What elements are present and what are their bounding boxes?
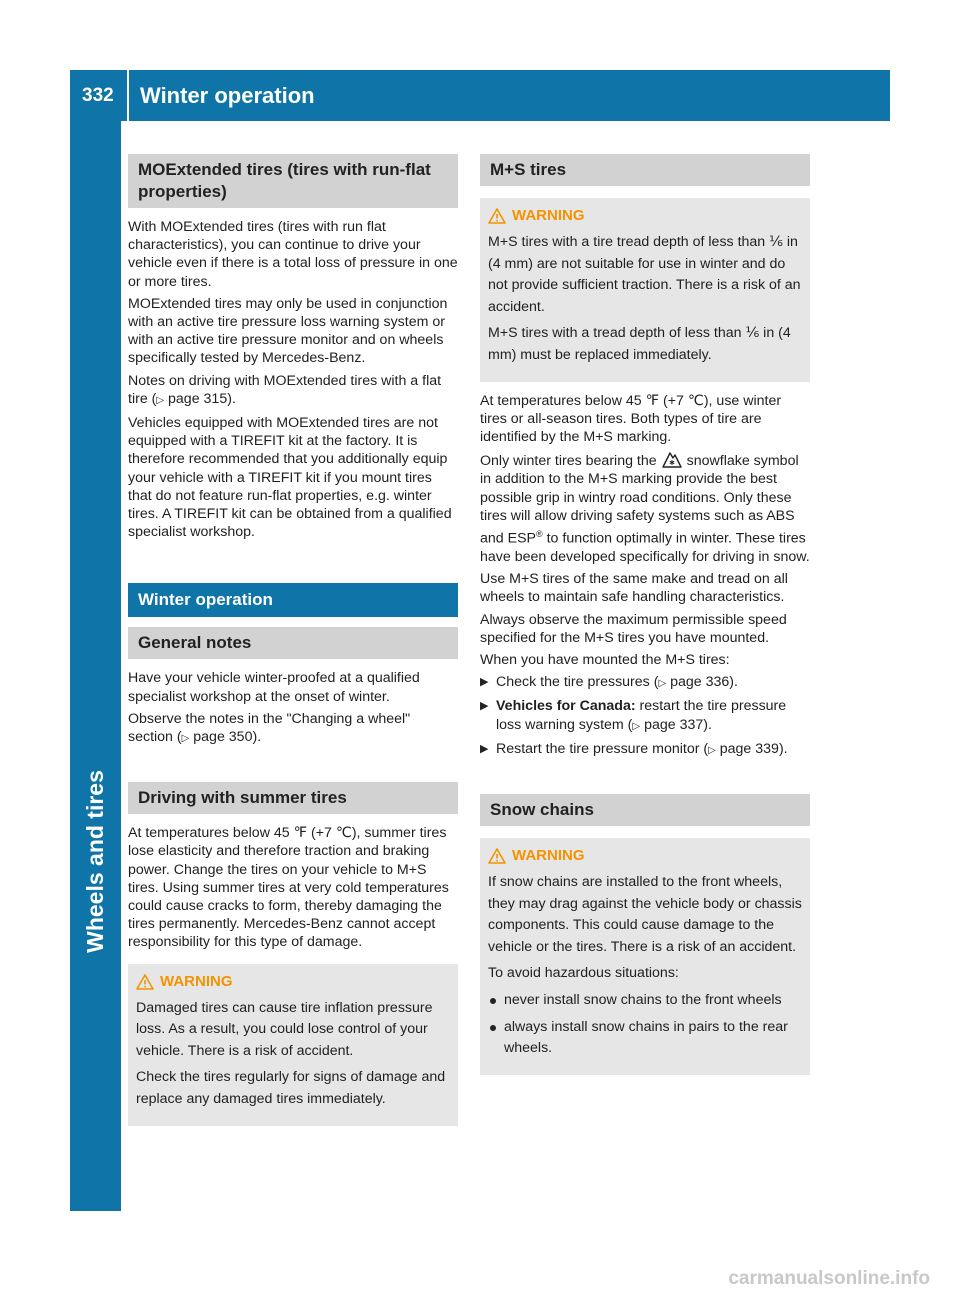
- warning-box-snow-chains: [480, 838, 810, 1075]
- ms-tires-para-1: At temperatures below 45 ℉ (+7 ℃), use winter tires or all-season tires. Both types of tire are identified by the M+S marking.: [480, 392, 782, 445]
- section-heading-general-notes: General notes: [128, 627, 458, 659]
- section-heading-summer-tires: Driving with summer tires: [128, 782, 458, 814]
- warning-title: WARNING: [136, 972, 450, 992]
- general-notes-para-1: Have your vehicle winter-proofed at a qualified specialist workshop at the onset of winter.: [128, 670, 420, 705]
- section-heading-winter-operation: Winter operation: [128, 583, 458, 617]
- chapter-side-tab: [70, 121, 121, 1211]
- page-number: 332: [82, 85, 114, 106]
- reference-arrow-icon: ▷: [632, 720, 641, 732]
- moextended-para-2: MOExtended tires may only be used in conjunction with an active tire pressure loss warning system or with an active tire pressure monitor and on wheels specifically tested by Mercedes-Benz.: [128, 295, 448, 367]
- reference-arrow-icon: ▷: [658, 678, 667, 690]
- warning-para-2: To avoid hazardous situations:: [488, 965, 679, 982]
- step-arrow-icon: ▶: [480, 676, 489, 689]
- section-heading-ms-tires: M+S tires: [480, 154, 810, 186]
- right-column: [480, 154, 810, 1075]
- list-item: never install snow chains to the front wheels: [488, 990, 802, 1012]
- left-column: [128, 154, 458, 1126]
- warning-title: WARNING: [488, 846, 802, 866]
- warning-triangle-icon: [488, 848, 506, 864]
- warning-triangle-icon: [488, 208, 506, 224]
- ms-tires-para-2: Only winter tires bearing the snowflake symbol in addition to the M+S marking provide the best possible grip in wintry road conditions. Only these tires will allow driving safety systems such as ABS and ESP® to function optimally in winter. These tires have been developed specifically for driving in snow.: [480, 450, 810, 566]
- page-reference-link[interactable]: page 337: [644, 716, 704, 733]
- page-reference-link[interactable]: page 336: [670, 674, 730, 691]
- warning-title: WARNING: [488, 206, 802, 226]
- step-arrow-icon: ▶: [480, 700, 489, 713]
- step-item: ▶ Vehicles for Canada: restart the tire pressure loss warning system (▷ page 337).: [480, 697, 810, 735]
- moextended-para-3: Notes on driving with MOExtended tires with a flat tire (▷ page 315).: [128, 372, 442, 407]
- page-header: [70, 70, 890, 121]
- warning-para-2: Check the tires regularly for signs of damage and replace any damaged tires immediately.: [136, 1069, 446, 1108]
- general-notes-para-2: Observe the notes in the "Changing a wheel" section (▷ page 350).: [128, 710, 411, 746]
- bullet-icon: [488, 1017, 504, 1060]
- section-heading-moextended: MOExtended tires (tires with run-flat properties): [128, 154, 458, 208]
- warning-para-1: M+S tires with a tire tread depth of less than ⅙ in (4 mm) are not suitable for use in winter and do not provide sufficient traction. There is a risk of an accident.: [488, 234, 801, 315]
- moextended-para-1: With MOExtended tires (tires with run flat characteristics), you can continue to drive your vehicle even if there is a total loss of pressure in one or more tires.: [128, 219, 458, 290]
- page-reference-link[interactable]: page 350: [193, 729, 253, 746]
- ms-tires-para-3: Use M+S tires of the same make and tread on all wheels to maintain safe handling characteristics.: [480, 571, 788, 606]
- page-reference-link[interactable]: page 339: [719, 740, 779, 757]
- ms-tires-para-5: When you have mounted the M+S tires:: [480, 651, 730, 668]
- warning-box-ms-tread: [480, 198, 810, 382]
- ms-tires-para-4: Always observe the maximum permissible speed specified for the M+S tires you have mounted.: [480, 611, 787, 646]
- bullet-icon: [488, 990, 504, 1012]
- warning-para-2: M+S tires with a tread depth of less than ⅙ in (4 mm) must be replaced immediately.: [488, 325, 791, 363]
- section-heading-snow-chains: Snow chains: [480, 794, 810, 826]
- page-reference-link[interactable]: page 315: [168, 390, 228, 407]
- step-arrow-icon: ▶: [480, 742, 489, 755]
- summer-tires-para-1: At temperatures below 45 ℉ (+7 ℃), summer tires lose elasticity and therefore traction and braking power. Change the tires on your vehicle to M+S tires. Using summer tires at very cold temperatures could cause cracks to form, thereby damaging the tires permanently. Mercedes-Benz cannot accept responsibility for this type of damage.: [128, 825, 449, 951]
- warning-triangle-icon: [136, 974, 154, 990]
- chapter-label: Wheels and tires: [82, 769, 108, 953]
- reference-arrow-icon: ▷: [156, 394, 165, 406]
- header-divider: [127, 70, 129, 121]
- reference-arrow-icon: ▷: [708, 744, 716, 756]
- page-title: Winter operation: [140, 83, 315, 108]
- moextended-para-4: Vehicles equipped with MOExtended tires are not equipped with a TIREFIT kit at the factory. It is therefore recommended that you additionally equip your vehicle with a TIREFIT kit if you mount tires that do not feature run-flat properties, e.g. winter tires. A TIREFIT kit can be obtained from a qualified specialist workshop.: [128, 415, 452, 541]
- watermark: carmanualsonline.info: [728, 1268, 930, 1289]
- reference-arrow-icon: ▷: [181, 733, 190, 745]
- mountain-snowflake-icon: [661, 450, 683, 468]
- step-item: ▶ Restart the tire pressure monitor (▷ page 339).: [480, 740, 810, 760]
- warning-box-damaged-tires: [128, 964, 458, 1126]
- warning-para-1: If snow chains are installed to the front wheels, they may drag against the vehicle body or chassis components. This could cause damage to the vehicle or the tires. There is a risk of an accident.: [488, 873, 802, 955]
- step-item: ▶ Check the tire pressures (▷ page 336).: [480, 673, 810, 693]
- warning-para-1: Damaged tires can cause tire inflation pressure loss. As a result, you could lose control of your vehicle. There is a risk of accident.: [136, 999, 433, 1059]
- list-item: always install snow chains in pairs to the rear wheels.: [488, 1017, 802, 1060]
